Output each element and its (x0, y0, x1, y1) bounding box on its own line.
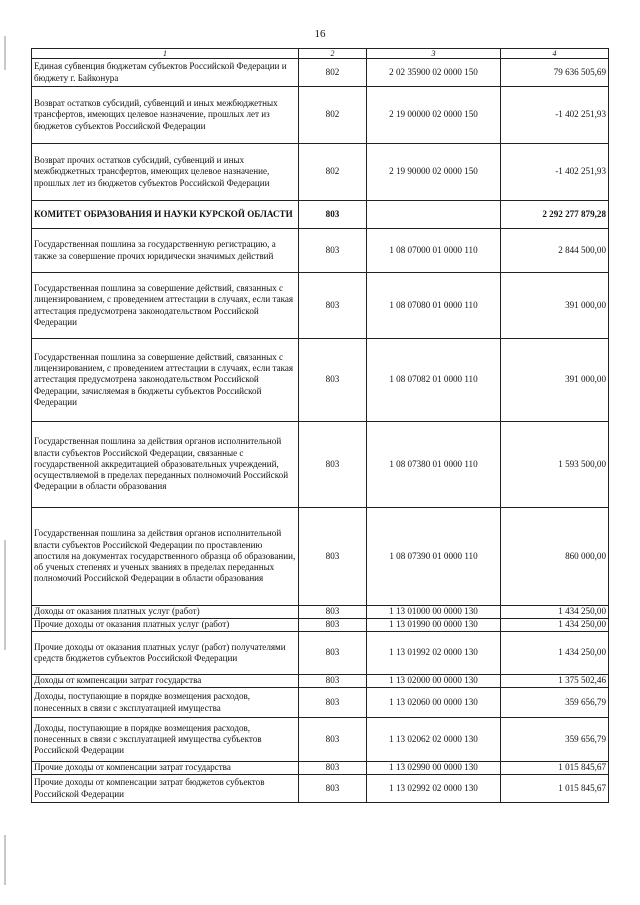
section-title: КОМИТЕТ ОБРАЗОВАНИЯ И НАУКИ КУРСКОЙ ОБЛАСТИ (32, 201, 299, 229)
column-number-4: 4 (501, 49, 609, 59)
table-row (32, 87, 609, 144)
admin-code: 803 (299, 508, 367, 606)
budget-classification-code: 2 02 35900 02 0000 150 (367, 59, 501, 87)
page-number: 16 (314, 28, 326, 40)
table-row (32, 606, 609, 619)
scan-edge-mark (4, 540, 6, 650)
amount: 1 015 845,67 (501, 775, 609, 803)
budget-classification-code: 1 13 01000 00 0000 130 (367, 606, 501, 619)
table-row (32, 775, 609, 803)
admin-code: 803 (299, 632, 367, 675)
amount: 1 434 250,00 (501, 619, 609, 632)
budget-revenue-table (31, 48, 609, 803)
amount: 359 656,79 (501, 718, 609, 762)
table-row (32, 144, 609, 201)
admin-code: 803 (299, 201, 367, 229)
column-number-2: 2 (299, 49, 367, 59)
scan-edge-mark (4, 36, 6, 70)
budget-classification-code: 1 08 07000 01 0000 110 (367, 229, 501, 273)
revenue-name: Возврат прочих остатков субсидий, субвенций и иных межбюджетных трансфертов, имеющих целевое назначение, прошлых лет из бюджетов субъектов Российской Федерации (32, 144, 299, 201)
revenue-name: Государственная пошлина за совершение действий, связанных с лицензированием, с проведением аттестации в случаях, если такая аттестация предусмотрена законодательством Российской Федерации, зачисляемая в бюджеты субъектов Российской Федерации (32, 339, 299, 422)
revenue-name: Возврат остатков субсидий, субвенций и иных межбюджетных трансфертов, имеющих целевое назначение, прошлых лет из бюджетов субъектов Российской Федерации (32, 87, 299, 144)
amount: 1 375 502,46 (501, 675, 609, 688)
section-row (32, 201, 609, 229)
budget-classification-code: 2 19 90000 02 0000 150 (367, 144, 501, 201)
revenue-name: Прочие доходы от оказания платных услуг (работ) получателями средств бюджетов субъектов Российской Федерации (32, 632, 299, 675)
admin-code: 803 (299, 775, 367, 803)
table-row (32, 762, 609, 775)
admin-code: 803 (299, 619, 367, 632)
amount: -1 402 251,93 (501, 144, 609, 201)
admin-code: 802 (299, 87, 367, 144)
table-row (32, 688, 609, 718)
revenue-name: Прочие доходы от компенсации затрат государства (32, 762, 299, 775)
admin-code: 803 (299, 718, 367, 762)
amount: 79 636 505,69 (501, 59, 609, 87)
table-row (32, 508, 609, 606)
admin-code: 803 (299, 422, 367, 508)
admin-code: 803 (299, 762, 367, 775)
revenue-name: Прочие доходы от оказания платных услуг (работ) (32, 619, 299, 632)
budget-classification-code: 1 13 02992 02 0000 130 (367, 775, 501, 803)
revenue-name: Государственная пошлина за совершение действий, связанных с лицензированием, с проведением аттестации в случаях, если такая аттестация предусмотрена законодательством Российской Федерации (32, 273, 299, 339)
admin-code: 803 (299, 273, 367, 339)
admin-code: 803 (299, 606, 367, 619)
amount: 391 000,00 (501, 339, 609, 422)
revenue-name: Единая субвенция бюджетам субъектов Российской Федерации и бюджету г. Байконура (32, 59, 299, 87)
amount: 2 292 277 879,28 (501, 201, 609, 229)
table-row (32, 339, 609, 422)
revenue-name: Государственная пошлина за действия органов исполнительной власти субъектов Российской Федерации, связанные с государственной аккредитацией образовательных учреждений, осуществляемой в пределах переданных полномочий Российской Федерации в области образования (32, 422, 299, 508)
table-row (32, 422, 609, 508)
budget-classification-code: 1 08 07390 01 0000 110 (367, 508, 501, 606)
column-number-3: 3 (367, 49, 501, 59)
admin-code: 803 (299, 229, 367, 273)
table-row (32, 632, 609, 675)
table-row (32, 718, 609, 762)
budget-classification-code: 1 13 02060 00 0000 130 (367, 688, 501, 718)
column-number-1: 1 (32, 49, 299, 59)
amount: 860 000,00 (501, 508, 609, 606)
budget-classification-code: 1 08 07080 01 0000 110 (367, 273, 501, 339)
table-header-row (32, 49, 609, 59)
revenue-name: Доходы от компенсации затрат государства (32, 675, 299, 688)
scan-edge-mark (4, 835, 6, 885)
admin-code: 802 (299, 59, 367, 87)
budget-classification-code: 2 19 00000 02 0000 150 (367, 87, 501, 144)
amount: -1 402 251,93 (501, 87, 609, 144)
table-row (32, 229, 609, 273)
amount: 1 015 845,67 (501, 762, 609, 775)
budget-classification-code: 1 13 02062 02 0000 130 (367, 718, 501, 762)
admin-code: 803 (299, 688, 367, 718)
revenue-name: Прочие доходы от компенсации затрат бюджетов субъектов Российской Федерации (32, 775, 299, 803)
amount: 1 434 250,00 (501, 606, 609, 619)
amount: 1 434 250,00 (501, 632, 609, 675)
amount: 359 656,79 (501, 688, 609, 718)
budget-classification-code: 1 13 02000 00 0000 130 (367, 675, 501, 688)
admin-code: 803 (299, 675, 367, 688)
table-row (32, 675, 609, 688)
table-row (32, 273, 609, 339)
admin-code: 802 (299, 144, 367, 201)
table-row (32, 59, 609, 87)
table-row (32, 619, 609, 632)
revenue-name: Доходы, поступающие в порядке возмещения расходов, понесенных в связи с эксплуатацией имущества (32, 688, 299, 718)
revenue-name: Государственная пошлина за государственную регистрацию, а также за совершение прочих юридически значимых действий (32, 229, 299, 273)
budget-classification-code: 1 13 02990 00 0000 130 (367, 762, 501, 775)
revenue-name: Доходы от оказания платных услуг (работ) (32, 606, 299, 619)
budget-classification-code (367, 201, 501, 229)
amount: 391 000,00 (501, 273, 609, 339)
revenue-name: Государственная пошлина за действия органов исполнительной власти субъектов Российской Федерации по проставлению апостиля на документах государственного образца об образовании, об ученых степенях и ученых званиях в пределах переданных полномочий Российской Федерации в области образования (32, 508, 299, 606)
amount: 2 844 500,00 (501, 229, 609, 273)
budget-classification-code: 1 13 01992 02 0000 130 (367, 632, 501, 675)
amount: 1 593 500,00 (501, 422, 609, 508)
budget-classification-code: 1 13 01990 00 0000 130 (367, 619, 501, 632)
admin-code: 803 (299, 339, 367, 422)
budget-classification-code: 1 08 07380 01 0000 110 (367, 422, 501, 508)
revenue-name: Доходы, поступающие в порядке возмещения расходов, понесенных в связи с эксплуатацией имущества субъектов Российской Федерации (32, 718, 299, 762)
budget-classification-code: 1 08 07082 01 0000 110 (367, 339, 501, 422)
